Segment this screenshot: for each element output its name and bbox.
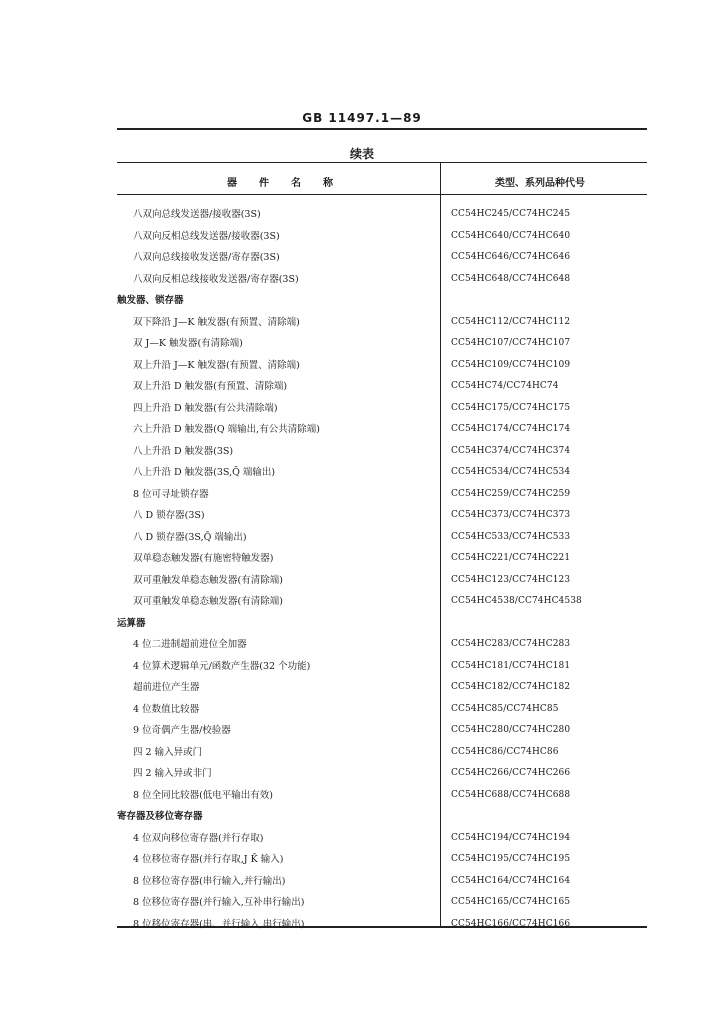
- type-code-cell: CC54HC533/CC74HC533: [451, 531, 571, 542]
- type-code-cell: CC54HC182/CC74HC182: [451, 682, 571, 692]
- device-name-cell: 8 位移位寄存器(串行输入,并行输出): [133, 875, 286, 887]
- device-name-cell: 八 D 锁存器(3S,Q̄ 端输出): [133, 531, 247, 543]
- device-name-cell: 八双向总线发送器/接收器(3S): [133, 209, 261, 220]
- table-row: [117, 634, 647, 656]
- table-row: [117, 527, 647, 549]
- table-row: [117, 720, 647, 742]
- device-name-cell: 八 D 锁存器(3S): [133, 510, 205, 521]
- table-row: [117, 763, 647, 785]
- type-code-cell: CC54HC107/CC74HC107: [451, 338, 571, 348]
- type-code-cell: CC54HC123/CC74HC123: [451, 574, 571, 585]
- type-code-cell: CC54HC534/CC74HC534: [451, 467, 571, 477]
- type-code-cell: CC54HC4538/CC74HC4538: [451, 596, 582, 606]
- device-name-cell: 四 2 输入异或门: [133, 746, 203, 758]
- table-row: [117, 333, 647, 355]
- device-name-cell: 双可重触发单稳态触发器(有清除端): [133, 596, 283, 607]
- device-name-cell: 8 位移位寄存器(并行输入,互补串行输出): [133, 897, 305, 908]
- type-code-cell: CC54HC194/CC74HC194: [451, 832, 571, 843]
- device-name-cell: 双单稳态触发器(有施密特触发器): [133, 553, 274, 564]
- device-name-cell: 双上升沿 J—K 触发器(有预置、清除端): [133, 359, 300, 371]
- table-row: [117, 441, 647, 463]
- category-row: [117, 806, 647, 828]
- table-row: [117, 871, 647, 893]
- device-name-cell: 八上升沿 D 触发器(3S,Q̄ 端输出): [133, 467, 276, 478]
- device-name-cell: 八双向总线接收发送器/寄存器(3S): [133, 252, 280, 263]
- type-code-cell: CC54HC74/CC74HC74: [451, 381, 559, 391]
- table-header-border: [117, 194, 647, 195]
- table-row: [117, 247, 647, 269]
- table-row: [117, 312, 647, 334]
- table-row: [117, 419, 647, 441]
- type-code-cell: CC54HC648/CC74HC648: [451, 273, 571, 284]
- device-name-cell: 双 J—K 触发器(有清除端): [133, 338, 243, 349]
- table-row: [117, 828, 647, 850]
- category-row: [117, 290, 647, 312]
- type-code-cell: CC54HC165/CC74HC165: [451, 897, 571, 907]
- header-device-name: 器件名称: [227, 178, 355, 189]
- table-row: [117, 204, 647, 226]
- table-top-border: [117, 162, 647, 163]
- device-name-cell: 双上升沿 D 触发器(有预置、清除端): [133, 381, 288, 392]
- type-code-cell: CC54HC283/CC74HC283: [451, 639, 571, 649]
- device-name-cell: 4 位二进制超前进位全加器: [133, 639, 247, 650]
- device-name-cell: 4 位算术逻辑单元/函数产生器(32 个功能): [133, 660, 311, 672]
- type-code-cell: CC54HC221/CC74HC221: [451, 553, 571, 563]
- device-name-cell: 超前进位产生器: [133, 682, 200, 693]
- table-row: [117, 892, 647, 914]
- category-label: 运算器: [117, 617, 146, 629]
- type-code-cell: CC54HC245/CC74HC245: [451, 209, 571, 219]
- table-row: [117, 269, 647, 291]
- type-code-cell: CC54HC640/CC74HC640: [451, 230, 571, 241]
- table-row: [117, 548, 647, 570]
- type-code-cell: CC54HC373/CC74HC373: [451, 510, 571, 520]
- table-row: [117, 355, 647, 377]
- document-code: GB 11497.1—89: [302, 111, 422, 125]
- device-name-cell: 八双向反相总线发送器/接收器(3S): [133, 230, 280, 242]
- type-code-cell: CC54HC166/CC74HC166: [451, 918, 571, 929]
- type-code-cell: CC54HC266/CC74HC266: [451, 768, 571, 778]
- type-code-cell: CC54HC109/CC74HC109: [451, 359, 571, 370]
- device-name-cell: 双可重触发单稳态触发器(有清除端): [133, 574, 283, 586]
- device-name-cell: 4 位数值比较器: [133, 703, 200, 715]
- table-row: [117, 484, 647, 506]
- type-code-cell: CC54HC688/CC74HC688: [451, 789, 571, 800]
- device-name-cell: 4 位双向移位寄存器(并行存取): [133, 832, 264, 844]
- type-code-cell: CC54HC86/CC74HC86: [451, 746, 559, 757]
- category-label: 寄存器及移位寄存器: [117, 811, 203, 822]
- type-code-cell: CC54HC280/CC74HC280: [451, 725, 571, 735]
- table-row: [117, 914, 647, 936]
- device-name-cell: 六上升沿 D 触发器(Q 端输出,有公共清除端): [133, 424, 320, 435]
- device-name-cell: 四上升沿 D 触发器(有公共清除端): [133, 402, 278, 414]
- type-code-cell: CC54HC175/CC74HC175: [451, 402, 571, 413]
- type-code-cell: CC54HC164/CC74HC164: [451, 875, 571, 886]
- table-row: [117, 398, 647, 420]
- device-name-cell: 8 位可寻址锁存器: [133, 488, 209, 500]
- table-row: [117, 462, 647, 484]
- table-row: [117, 849, 647, 871]
- table-row: [117, 677, 647, 699]
- table-row: [117, 226, 647, 248]
- header-type-code: 类型、系列品种代号: [495, 178, 585, 189]
- type-code-cell: CC54HC112/CC74HC112: [451, 316, 571, 327]
- component-table: [117, 162, 647, 928]
- top-rule: [117, 128, 647, 130]
- type-code-cell: CC54HC181/CC74HC181: [451, 660, 571, 671]
- table-row: [117, 570, 647, 592]
- table-row: [117, 505, 647, 527]
- type-code-cell: CC54HC259/CC74HC259: [451, 488, 571, 499]
- device-name-cell: 4 位移位寄存器(并行存取,J K̄ 输入): [133, 854, 284, 865]
- type-code-cell: CC54HC646/CC74HC646: [451, 252, 571, 262]
- device-name-cell: 双下降沿 J—K 触发器(有预置、清除端): [133, 316, 300, 328]
- category-label: 触发器、锁存器: [117, 295, 184, 306]
- device-name-cell: 8 位移位寄存器(串、并行输入,串行输出): [133, 918, 305, 930]
- type-code-cell: CC54HC85/CC74HC85: [451, 703, 559, 714]
- device-name-cell: 9 位奇偶产生器/校验器: [133, 725, 231, 736]
- table-row: [117, 742, 647, 764]
- device-name-cell: 四 2 输入异或非门: [133, 768, 212, 779]
- category-row: [117, 613, 647, 635]
- table-caption: 续表: [349, 147, 374, 161]
- table-row: [117, 656, 647, 678]
- type-code-cell: CC54HC174/CC74HC174: [451, 424, 571, 434]
- device-name-cell: 八上升沿 D 触发器(3S): [133, 445, 234, 457]
- table-row: [117, 699, 647, 721]
- table-row: [117, 591, 647, 613]
- table-row: [117, 376, 647, 398]
- table-row: [117, 785, 647, 807]
- device-name-cell: 八双向反相总线接收发送器/寄存器(3S): [133, 273, 299, 285]
- type-code-cell: CC54HC374/CC74HC374: [451, 445, 571, 456]
- device-name-cell: 8 位全同比较器(低电平输出有效): [133, 789, 273, 801]
- table-rows: [117, 204, 647, 935]
- type-code-cell: CC54HC195/CC74HC195: [451, 854, 571, 864]
